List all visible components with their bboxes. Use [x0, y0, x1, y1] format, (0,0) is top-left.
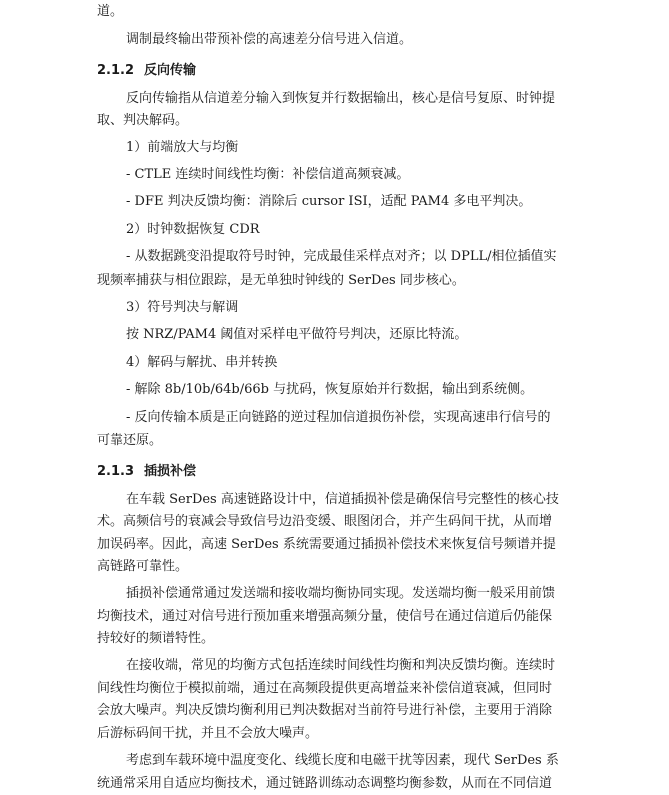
section-number: 2.1.2 — [97, 63, 135, 78]
text-line: 4）解码与解扰、串并转换 — [126, 355, 278, 370]
text-line: - DFE 判决反馈均衡：消除后 cursor ISI，适配 PAM4 多电平判决。 — [126, 194, 532, 209]
text-line: 术。高频信号的衰减会导致信号边沿变缓、眼图闭合，并产生码间干扰，从而增 — [97, 514, 553, 529]
section-title: 反向传输 — [144, 63, 197, 78]
text-line: - CTLE 连续时间线性均衡：补偿信道高频衰减。 — [126, 167, 410, 182]
text-line: 会放大噪声。判决反馈均衡利用已判决数据对当前符号进行补偿，主要用于消除 — [97, 703, 553, 718]
text-line: 持较好的频谱特性。 — [97, 631, 215, 646]
text-line: 间线性均衡位于模拟前端，通过在高频段提供更高增益来补偿信道衰减，但同时 — [97, 681, 553, 696]
section-number: 2.1.3 — [97, 464, 135, 479]
text-line: 现频率捕获与相位跟踪，是无单独时钟线的 SerDes 同步核心。 — [97, 273, 465, 288]
text-line: 考虑到车载环境中温度变化、线缆长度和电磁干扰等因素，现代 SerDes 系 — [126, 753, 559, 768]
text-line: 调制最终输出带预补偿的高速差分信号进入信道。 — [126, 32, 413, 47]
text-line: 统通常采用自适应均衡技术，通过链路训练动态调整均衡参数，从而在不同信道 — [97, 776, 553, 791]
text-line: 按 NRZ/PAM4 阈值对采样电平做符号判决，还原比特流。 — [126, 327, 468, 342]
text-line: 取、判决解码。 — [97, 113, 189, 128]
text-line: - 解除 8b/10b/64b/66b 与扰码，恢复原始并行数据，输出到系统侧。 — [126, 382, 534, 397]
text-line: 均衡技术，通过对信号进行预加重来增强高频分量，使信号在通过信道后仍能保 — [97, 609, 553, 624]
text-line: 3）符号判决与解调 — [126, 300, 239, 315]
text-line: 1）前端放大与均衡 — [126, 140, 239, 155]
text-line: 在车载 SerDes 高速链路设计中，信道插损补偿是确保信号完整性的核心技 — [126, 492, 559, 507]
text-line: 可靠还原。 — [97, 433, 163, 448]
text-line: - 反向传输本质是正向链路的逆过程加信道损伤补偿，实现高速串行信号的 — [126, 410, 551, 425]
text-line: 插损补偿通常通过发送端和接收端均衡协同实现。发送端均衡一般采用前馈 — [126, 586, 556, 601]
text-line: 高链路可靠性。 — [97, 559, 189, 574]
text-line: - 从数据跳变沿提取符号时钟，完成最佳采样点对齐；以 DPLL/相位插值实 — [126, 249, 557, 264]
section-heading-reverse-transmission — [97, 62, 196, 80]
section-heading-insertion-loss-compensation — [97, 463, 196, 481]
text-line: 加误码率。因此，高速 SerDes 系统需要通过插损补偿技术来恢复信号频谱并提 — [97, 537, 556, 552]
text-line: 后游标码间干扰，并且不会放大噪声。 — [97, 726, 319, 741]
text-line: 反向传输指从信道差分输入到恢复并行数据输出，核心是信号复原、时钟提 — [126, 91, 556, 106]
text-line: 2）时钟数据恢复 CDR — [126, 222, 260, 237]
text-line: 道。 — [97, 4, 124, 19]
text-line: 在接收端，常见的均衡方式包括连续时间线性均衡和判决反馈均衡。连续时 — [126, 658, 556, 673]
section-title: 插损补偿 — [144, 464, 197, 479]
